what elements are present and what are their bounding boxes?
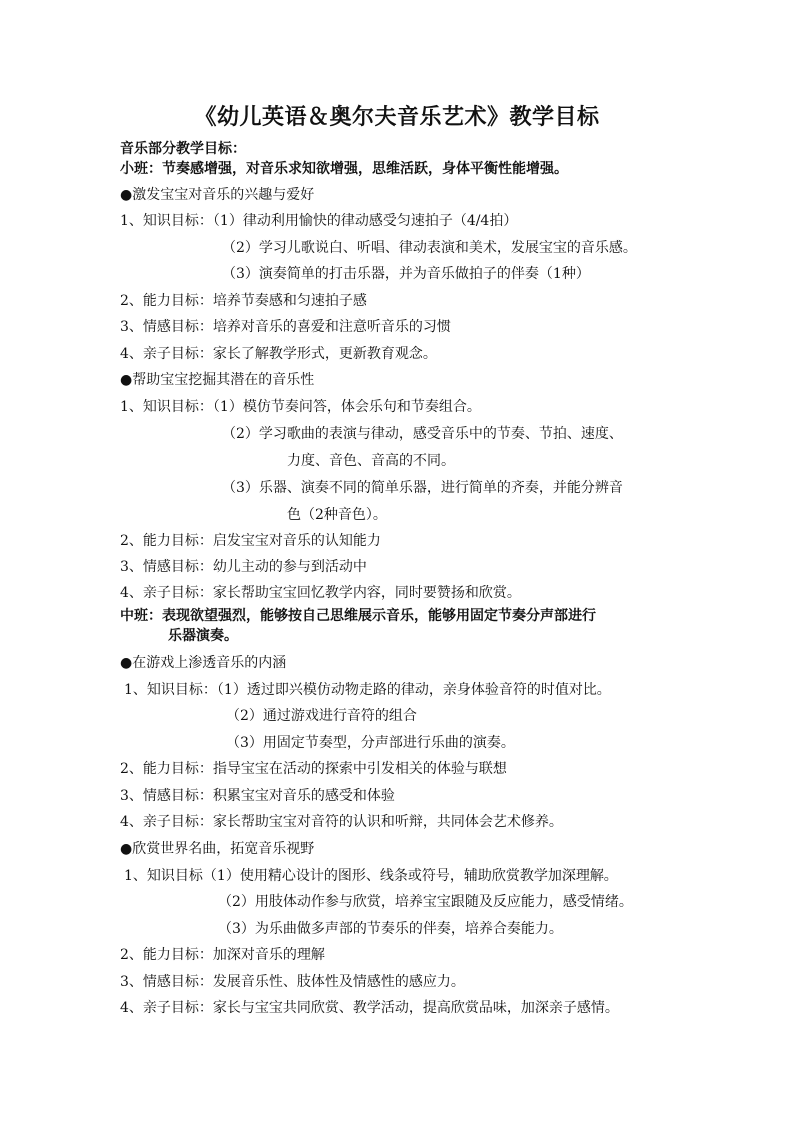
- knowledge-item: （2）学习儿歌说白、听唱、律动表演和美术，发展宝宝的音乐感。: [222, 240, 637, 256]
- ability-goal: 2、能力目标：加深对音乐的理解: [120, 947, 325, 963]
- knowledge-item: （3）用固定节奏型，分声部进行乐曲的演奏。: [226, 735, 515, 751]
- knowledge-goal: 1、知识目标（1）使用精心设计的图形、线条或符号，辅助欣赏教学加深理解。: [124, 868, 618, 884]
- emotion-goal: 3、情感目标：发展音乐性、肢体性及情感性的感应力。: [120, 974, 465, 990]
- bullet-heading: ●欣赏世界名曲，拓宽音乐视野: [120, 841, 315, 857]
- bullet-heading: ●激发宝宝对音乐的兴趣与爱好: [120, 187, 315, 203]
- knowledge-item: （2）用肢体动作参与欣赏，培养宝宝跟随及反应能力，感受情绪。: [218, 894, 633, 910]
- knowledge-item: （3）演奏简单的打击乐器，并为音乐做拍子的伴奏（1种）: [222, 266, 590, 282]
- knowledge-item-continued: 力度、音色、音高的不同。: [287, 453, 455, 469]
- bullet-heading: ●帮助宝宝挖掘其潜在的音乐性: [120, 372, 315, 388]
- middle-class-summary: 中班：表现欲望强烈，能够按自己思维展示音乐，能够用固定节奏分声部进行: [120, 608, 596, 624]
- parent-goal: 4、亲子目标：家长帮助宝宝对音符的认识和听辩，共同体会艺术修养。: [120, 814, 563, 830]
- knowledge-item: （3）为乐曲做多声部的节奏乐的伴奏，培养合奏能力。: [218, 921, 563, 937]
- ability-goal: 2、能力目标：指导宝宝在活动的探索中引发相关的体验与联想: [120, 761, 507, 777]
- knowledge-goal: 1、知识目标：（1）律动利用愉快的律动感受匀速拍子（4/4拍）: [120, 213, 518, 229]
- knowledge-item: （2）学习歌曲的表演与律动，感受音乐中的节奏、节拍、速度、: [222, 426, 623, 442]
- ability-goal: 2、能力目标：启发宝宝对音乐的认知能力: [120, 533, 381, 549]
- bullet-heading: ●在游戏上渗透音乐的内涵: [120, 655, 287, 671]
- ability-goal: 2、能力目标：培养节奏感和匀速拍子感: [120, 293, 367, 309]
- knowledge-goal: 1、知识目标：（1）模仿节奏问答，体会乐句和节奏组合。: [120, 399, 481, 415]
- emotion-goal: 3、情感目标：培养对音乐的喜爱和注意听音乐的习惯: [120, 319, 451, 335]
- knowledge-item-continued: 色（2种音色）。: [287, 507, 387, 523]
- emotion-goal: 3、情感目标：幼儿主动的参与到活动中: [120, 559, 367, 575]
- document-title: 《幼儿英语＆奥尔夫音乐艺术》教学目标: [194, 104, 600, 130]
- parent-goal: 4、亲子目标：家长帮助宝宝回忆教学内容，同时要赞扬和欣赏。: [120, 585, 521, 601]
- section-heading: 音乐部分教学目标：: [120, 141, 246, 157]
- small-class-summary: 小班：节奏感增强，对音乐求知欲增强，思维活跃，身体平衡性能增强。: [120, 161, 568, 177]
- knowledge-item: （2）通过游戏进行音符的组合: [226, 708, 417, 724]
- parent-goal: 4、亲子目标：家长与宝宝共同欣赏、教学活动，提高欣赏品味，加深亲子感情。: [120, 1000, 619, 1016]
- knowledge-goal: 1、知识目标：（1）透过即兴模仿动物走路的律动，亲身体验音符的时值对比。: [124, 682, 611, 698]
- knowledge-item: （3）乐器、演奏不同的简单乐器，进行简单的齐奏，并能分辨音: [222, 480, 623, 496]
- emotion-goal: 3、情感目标：积累宝宝对音乐的感受和体验: [120, 788, 395, 804]
- middle-class-summary-continued: 乐器演奏。: [168, 628, 238, 644]
- parent-goal: 4、亲子目标：家长了解教学形式，更新教育观念。: [120, 346, 437, 362]
